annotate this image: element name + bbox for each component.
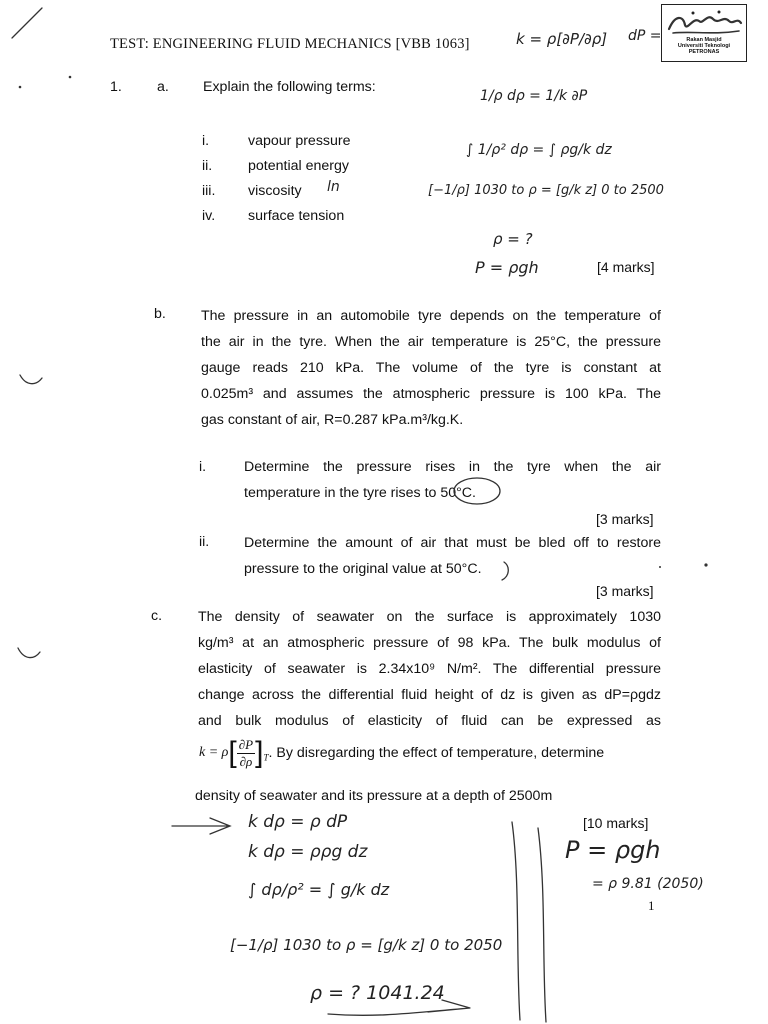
part-b-line: gauge reads 210 kPa. The volume of the tyre is constant at	[201, 360, 661, 376]
logo-line-3: PETRONAS	[688, 49, 720, 55]
term-item: i. vapour pressure	[202, 133, 351, 149]
part-b-sub-ii-marks: [3 marks]	[596, 583, 654, 599]
part-c-last-line: density of seawater and its pressure at a depth of 2500m	[195, 788, 553, 804]
handwritten-note: ρ = ?	[493, 230, 533, 248]
handwritten-note: ln	[327, 179, 340, 195]
logo-line-1: Rakan Masjid	[686, 37, 722, 43]
term-item: iii. viscosity	[202, 183, 302, 199]
part-c-marks: [10 marks]	[583, 815, 649, 831]
part-b-sub-ii-num: ii.	[199, 534, 210, 550]
handwritten-note: k dρ = ρ dP	[248, 812, 348, 832]
part-c-label: c.	[151, 608, 163, 624]
handwritten-note: P = ρgh	[565, 836, 661, 864]
question-number: 1.	[110, 79, 122, 95]
part-b-line: 0.025m³ and assumes the atmospheric pressure is 100 kPa. The	[201, 386, 661, 402]
part-b-line: The pressure in an automobile tyre depends on the temperature of	[201, 308, 661, 324]
part-a-label: a.	[157, 79, 169, 95]
handwritten-note: dP =	[628, 28, 662, 44]
part-b-sub-i-num: i.	[199, 459, 207, 475]
bulk-modulus-formula: k = ρ[ $\frac{\partial P}{\partial\rho}$ ]$_T$. By disregarding the effect of temperature, determine	[199, 736, 605, 769]
page-number: 1	[648, 898, 655, 913]
part-b-line: gas constant of air, R=0.287 kPa.m³/kg.K.	[201, 412, 464, 428]
handwritten-note: ρ = ? 1041.24	[310, 982, 445, 1004]
handwritten-note: [−1/ρ] 1030 to ρ = [g/k z] 0 to 2500	[428, 183, 664, 198]
part-b-sub-i-text: Determine the pressure rises in the tyre when the air temperature in the tyre rises to 50°C.	[244, 459, 661, 501]
term-item: iv. surface tension	[202, 208, 345, 224]
part-b-line: the air in the tyre. When the air temperature is 25°C, the pressure	[201, 334, 661, 350]
term-item: ii. potential energy	[202, 158, 349, 174]
page-title: TEST: ENGINEERING FLUID MECHANICS [VBB 1063]	[110, 36, 470, 52]
handwritten-note: ∫ 1/ρ² dρ = ∫ ρg/k dz	[466, 142, 612, 158]
part-a-marks: [4 marks]	[597, 259, 655, 275]
part-c-text: The density of seawater on the surface is approximately 1030 kg/m³ at an atmospheric pressure of 98 kPa. The bulk modulus of elasticity of seawater is 2.34x10⁹ N/m². The differential pressure change across the differential fluid height of dz is given as dP=ρgdz and bulk modulus of elasticity of fluid can be expressed as	[198, 609, 661, 729]
handwritten-note: [−1/ρ] 1030 to ρ = [g/k z] 0 to 2050	[230, 936, 503, 954]
handwritten-note: = ρ 9.81 (2050)	[592, 876, 704, 892]
part-b-sub-i-marks: [3 marks]	[596, 511, 654, 527]
handwritten-note: k dρ = ρρg dz	[248, 842, 368, 862]
handwritten-note: ∫ dρ/ρ² = ∫ g/k dz	[248, 880, 390, 899]
handwritten-note: k = ρ[∂P/∂ρ]	[516, 30, 608, 48]
handwritten-note: 1/ρ dρ = 1/k ∂P	[480, 88, 588, 104]
logo-line-2: Universiti Teknologi	[677, 43, 731, 49]
part-a-prompt: Explain the following terms:	[203, 79, 376, 95]
part-b-sub-ii-text: Determine the amount of air that must be bled off to restore pressure to the original value at 50°C.	[244, 535, 661, 577]
part-b-label: b.	[154, 306, 166, 322]
handwritten-note: P = ρgh	[475, 258, 539, 277]
